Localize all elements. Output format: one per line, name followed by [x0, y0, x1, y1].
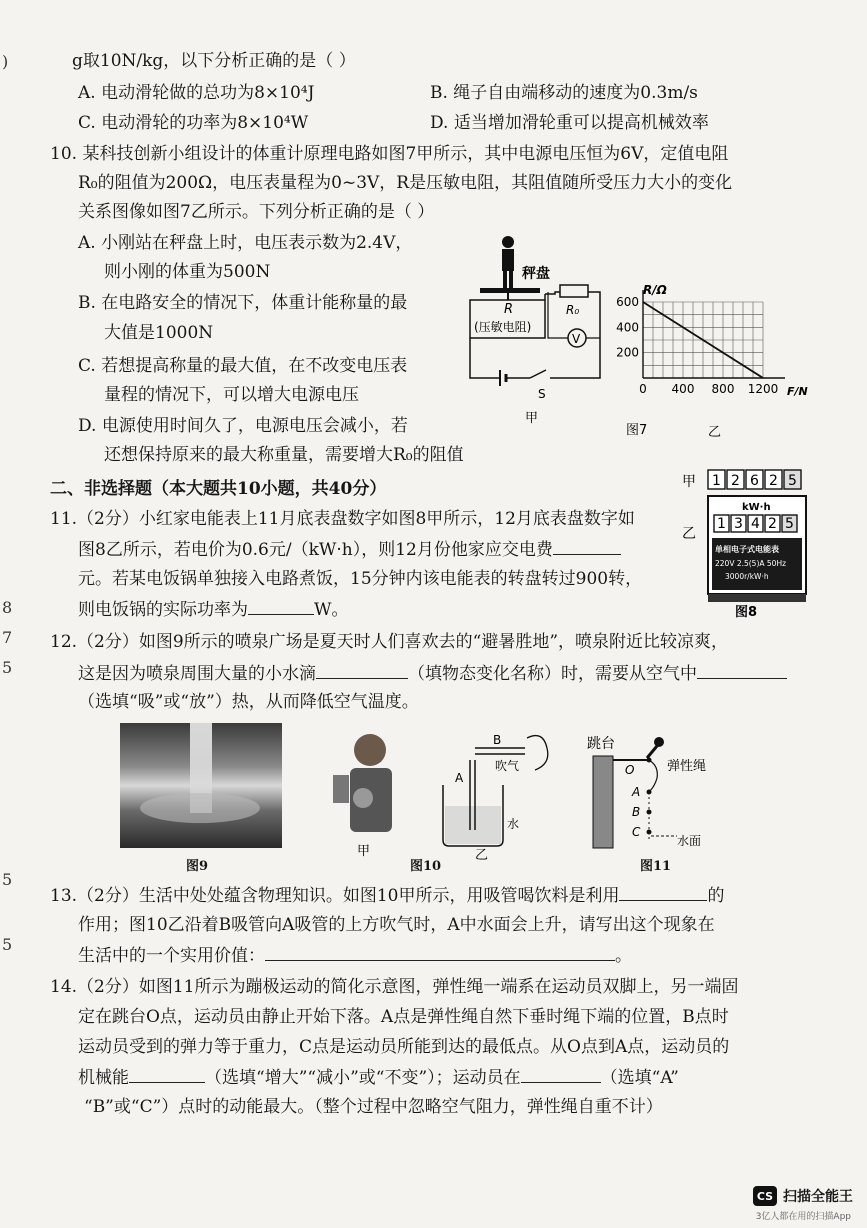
- q14-line-3: 运动员受到的弹力等于重力，C点是运动员所能到达的最低点。从O点到A点，运动员的: [78, 1037, 730, 1057]
- r0-label: R₀: [566, 303, 580, 317]
- label-a: A: [632, 785, 641, 799]
- watermark-name: 扫描全能王: [783, 1189, 853, 1205]
- meter-line-1: 单相电子式电能表: [715, 545, 779, 554]
- meter-digit: 2: [768, 516, 777, 532]
- q13-line-2: 作用；图10乙沿着B吸管向A吸管的上方吹气时，A中水面会上升，请写出这个现象在: [78, 915, 715, 935]
- q14-line-4-text-c: （选填“A”: [600, 1068, 679, 1088]
- q12-line-2: [78, 662, 787, 685]
- fig8-yi: 乙: [682, 526, 696, 542]
- q11-line-4-text: 则电饭锅的实际功率为: [78, 600, 248, 620]
- q14-line-4-text: 机械能: [78, 1068, 129, 1088]
- q11-line-2: [78, 538, 621, 561]
- cs-logo-icon: CS: [753, 1186, 777, 1206]
- q10-line-1: 10. 某科技创新小组设计的体重计原理电路如图7甲所示，其中电源电压恒为6V，定值电阻: [50, 144, 729, 164]
- fig11-caption: 图11: [640, 859, 672, 874]
- x-tick-label: 800: [711, 382, 735, 396]
- r-label: R: [504, 302, 514, 317]
- q14-line-1: 14.（2分）如图11所示为蹦极运动的简化示意图，弹性绳一端系在运动员双脚上，另一端固: [50, 977, 739, 997]
- meter-digit: 5: [785, 516, 794, 532]
- meter-digit: 5: [788, 473, 797, 489]
- q12-line-3: （选填“吸”或“放”）热，从而降低空气温度。: [78, 692, 419, 712]
- x-tick-label: 400: [671, 382, 695, 396]
- fig7-circuit-diagram: [460, 230, 610, 430]
- person-icon: [502, 236, 514, 248]
- point-a: [647, 790, 652, 795]
- q9-stem: g取10N/kg，以下分析正确的是（ ）: [72, 51, 356, 71]
- fig11-bungee-diagram: [585, 730, 735, 850]
- y-tick-label: 400: [616, 320, 639, 335]
- voltmeter-label: V: [572, 332, 581, 346]
- q14-line-4-text-b: （选填“增大”“减小”或“不变”）；运动员在: [205, 1068, 521, 1088]
- scale-pan: [480, 288, 540, 293]
- watermark-sub: 3亿人都在用的扫描App: [755, 1212, 851, 1222]
- q14-answer-blank-1[interactable]: [129, 1066, 205, 1083]
- point-b: [647, 810, 652, 815]
- q10-option-c: C. 若想提高称量的最大值，在不改变电压表: [78, 356, 408, 376]
- q13-line-1-tail: 的: [707, 886, 725, 906]
- r0-resistor: [560, 285, 588, 297]
- gutter-mark: ): [2, 52, 9, 71]
- q13-answer-blank-2[interactable]: [265, 944, 615, 961]
- meter-digit: 2: [769, 473, 778, 489]
- fig10-straw-diagram: [315, 720, 555, 860]
- label-platform: 跳台: [587, 736, 615, 752]
- meter-digit: 1: [712, 473, 721, 489]
- chart-ylabel: R/Ω: [643, 283, 667, 297]
- q14-line-5: “B”或“C”）点时的动能最大。（整个过程中忽略空气阻力，弹性绳自重不计）: [84, 1097, 663, 1117]
- q11-line-1: 11.（2分）小红家电能表上11月底表盘数字如图8甲所示，12月底表盘数字如: [50, 509, 635, 529]
- q9-option-c: C. 电动滑轮的功率为8×10⁴W: [78, 113, 309, 133]
- fig8-jia: 甲: [682, 474, 696, 490]
- r-desc-label: (压敏电阻): [474, 320, 532, 334]
- q10-line-3: 关系图像如图7乙所示。下列分析正确的是（ ）: [78, 202, 435, 222]
- fig7-sub-a: 甲: [525, 411, 539, 426]
- q12-answer-blank-1[interactable]: [316, 662, 408, 679]
- meter-unit: kW·h: [742, 502, 771, 513]
- meter-digit: 2: [731, 473, 740, 489]
- fig7-sub-b: 乙: [708, 425, 722, 438]
- q11-line-3: 元。若某电饭锅单独接入电路煮饭，15分钟内该电能表的转盘转过900转，: [78, 569, 643, 589]
- fig7-caption: 图7: [626, 423, 648, 438]
- switch-label: S: [538, 387, 546, 401]
- meter-digit: 4: [751, 516, 760, 532]
- label-o: O: [625, 763, 635, 777]
- point-c: [647, 830, 652, 835]
- face-icon: [527, 736, 548, 770]
- q10-option-c-cont: 量程的情况下，可以增大电源电压: [104, 385, 359, 405]
- section-2-title: 二、非选择题（本大题共10小题，共40分）: [50, 479, 387, 499]
- fig8-caption: 图8: [735, 605, 758, 620]
- q11-line-4: [78, 598, 348, 621]
- q13-answer-blank-1[interactable]: [619, 884, 707, 901]
- meter-digit: 1: [717, 516, 726, 532]
- y-tick-label: 200: [616, 345, 639, 360]
- gutter-mark: 5: [2, 658, 13, 677]
- meter-digit: 3: [734, 516, 743, 532]
- q12-line-1: 12.（2分）如图9所示的喷泉广场是夏天时人们喜欢去的“避暑胜地”，喷泉附近比较凉爽，: [50, 632, 729, 652]
- fig9-caption: 图9: [186, 859, 209, 874]
- q12-line-2-text-b: （填物态变化名称）时，需要从空气中: [408, 664, 697, 684]
- scanner-watermark: [753, 1186, 853, 1206]
- q14-answer-blank-2[interactable]: [521, 1066, 601, 1083]
- label-blow: 吹气: [495, 759, 520, 773]
- gutter-mark: 7: [2, 628, 13, 647]
- q13-line-3: [78, 944, 632, 967]
- label-b: B: [632, 805, 641, 819]
- pan-label: 秤盘: [522, 266, 550, 282]
- q11-answer-blank-2[interactable]: [248, 598, 314, 615]
- q10-option-d-cont: 还想保持原来的最大称重量，需要增大R₀的阻值: [104, 445, 464, 465]
- gutter-mark: 8: [2, 598, 13, 617]
- switch: [530, 370, 546, 378]
- q9-option-d: D. 适当增加滑轮重可以提高机械效率: [430, 113, 709, 133]
- q10-option-b: B. 在电路安全的情况下，体重计能称量的最: [78, 293, 408, 313]
- q10-option-a-cont: 则小刚的体重为500N: [104, 262, 271, 282]
- label-a: A: [455, 771, 464, 785]
- chart-xlabel: F/N: [787, 385, 808, 398]
- q13-line-3-tail: 。: [615, 946, 632, 966]
- label-b: B: [493, 733, 502, 747]
- q14-line-4: [78, 1066, 679, 1089]
- fig10-caption: 图10: [410, 859, 442, 874]
- gutter-mark: 5: [2, 935, 13, 954]
- x-tick-label: 1200: [747, 382, 779, 396]
- label-c: C: [632, 825, 641, 839]
- fig7-r-f-chart: [615, 278, 825, 438]
- y-tick-label: 600: [616, 295, 639, 309]
- q9-option-b: B. 绳子自由端移动的速度为0.3m/s: [430, 83, 698, 103]
- fig10-yi: 乙: [475, 848, 489, 860]
- q11-line-4-unit: W。: [314, 600, 349, 620]
- q12-answer-blank-2[interactable]: [697, 662, 787, 679]
- elastic-rope: [649, 760, 657, 792]
- label-rope: 弹性绳: [667, 759, 707, 774]
- q10-option-b-cont: 大值是1000N: [104, 323, 214, 343]
- fig8-meter: [680, 466, 810, 621]
- label-surface: 水面: [677, 834, 702, 848]
- q13-line-3-text: 生活中的一个实用价值：: [78, 946, 265, 966]
- q10-option-d: D. 电源使用时间久了，电源电压会减小，若: [78, 416, 408, 436]
- gutter-mark: 5: [2, 870, 13, 889]
- q13-line-1-text: 13.（2分）生活中处处蕴含物理知识。如图10甲所示，用吸管喝饮料是利用: [50, 886, 620, 906]
- q10-line-2: R₀的阻值为200Ω，电压表量程为0~3V，R是压敏电阻，其阻值随所受压力大小的变化: [78, 173, 733, 193]
- q14-line-2: 定在跳台O点，运动员由静止开始下落。A点是弹性绳自然下垂时绳下端的位置，B点时: [78, 1007, 729, 1027]
- q10-option-a: A. 小刚站在秤盘上时，电压表示数为2.4V，: [78, 233, 413, 253]
- q11-answer-blank-1[interactable]: [553, 538, 621, 555]
- meter-line-3: 3000r/kW·h: [725, 572, 769, 581]
- boy-drinking-icon: [354, 734, 386, 766]
- q13-line-1: [50, 884, 724, 907]
- q11-line-2-text: 图8乙所示，若电价为0.6元/（kW·h），则12月份他家应交电费: [78, 540, 553, 560]
- fig10-jia: 甲: [357, 844, 371, 859]
- meter-line-2: 220V 2.5(5)A 50Hz: [715, 559, 787, 568]
- meter-digit: 6: [750, 473, 759, 489]
- q12-line-2-text: 这是因为喷泉周围大量的小水滴: [78, 664, 316, 684]
- x-tick-label: 0: [639, 382, 647, 396]
- fig9-fountain-photo: [120, 723, 282, 848]
- label-water: 水: [507, 817, 520, 831]
- q9-option-a: A. 电动滑轮做的总功为8×10⁴J: [78, 83, 315, 103]
- platform-tower: [593, 756, 613, 848]
